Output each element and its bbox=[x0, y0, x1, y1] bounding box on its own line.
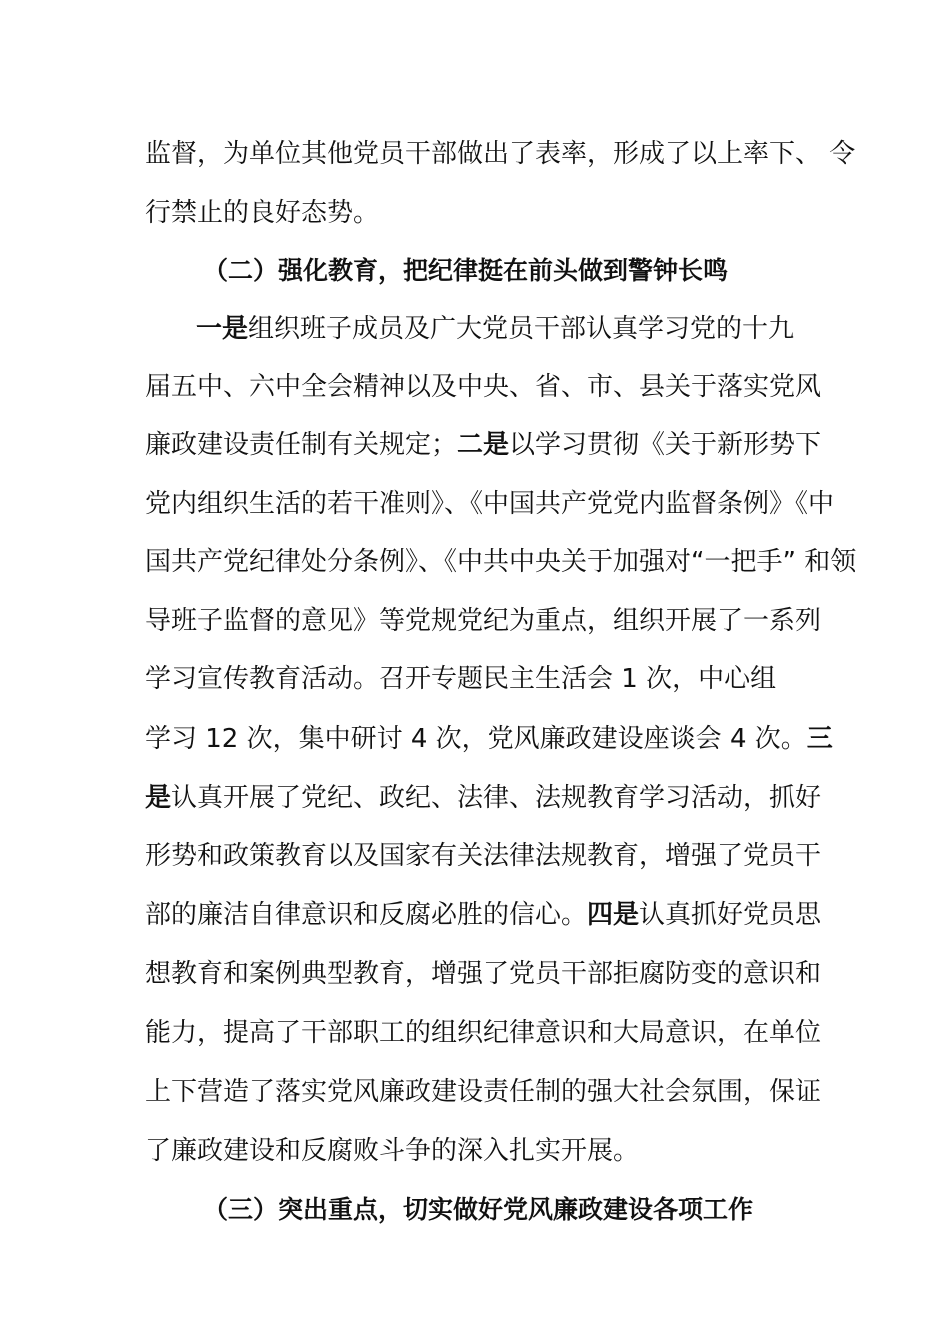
bold-marker: 是 bbox=[145, 783, 172, 813]
text-span: 上下营造了落实党风廉政建设责任制的强大社会氛围，保证 bbox=[145, 1077, 822, 1107]
text-span: 监督，为单位其他党员干部做出了表率，形成了以上率下、 令 bbox=[145, 139, 856, 169]
bold-marker: 四是 bbox=[587, 900, 640, 930]
text-span: 能力，提高了干部职工的组织纪律意识和大局意识，在单位 bbox=[145, 1018, 822, 1048]
paragraph-line bbox=[145, 957, 821, 991]
paragraph-line bbox=[145, 1016, 821, 1050]
text-span: 廉政建设责任制有关规定； bbox=[145, 430, 458, 460]
section-heading-2: （二）强化教育，把纪律挺在前头做到警钟长鸣 bbox=[203, 256, 729, 285]
paragraph-line bbox=[145, 604, 821, 638]
text-span: 学习宣传教育活动。召开专题民主生活会 1 次，中心组 bbox=[145, 664, 777, 694]
text-span: 以学习贯彻《关于新形势下 bbox=[509, 430, 822, 460]
paragraph-line bbox=[145, 428, 821, 462]
paragraph-line bbox=[145, 370, 821, 404]
paragraph-line bbox=[145, 545, 856, 579]
bold-marker: 三 bbox=[806, 724, 833, 754]
paragraph-line bbox=[145, 137, 855, 171]
text-span: 形势和政策教育以及国家有关法律法规教育，增强了党员干 bbox=[145, 841, 822, 871]
paragraph-line bbox=[145, 1134, 639, 1168]
text-span: 届五中、六中全会精神以及中央、省、市、县关于落实党风 bbox=[145, 372, 822, 402]
text-span: 行禁止的良好态势。 bbox=[145, 198, 380, 228]
bold-marker: 二是 bbox=[457, 430, 510, 460]
paragraph-line bbox=[145, 722, 833, 756]
text-span: 党内组织生活的若干准则》、《中国共产党党内监督条例》《中 bbox=[145, 489, 835, 519]
paragraph-line bbox=[145, 662, 776, 696]
text-span: 想教育和案例典型教育，增强了党员干部拒腐防变的意识和 bbox=[145, 959, 822, 989]
paragraph-line bbox=[145, 487, 834, 521]
paragraph-line bbox=[145, 839, 821, 873]
text-span: 部的廉洁自律意识和反腐必胜的信心。 bbox=[145, 900, 588, 930]
bold-marker: 一是 bbox=[196, 314, 249, 344]
text-span: 组织班子成员及广大党员干部认真学习党的十九 bbox=[248, 314, 795, 344]
paragraph-line bbox=[145, 196, 379, 230]
text-span: 导班子监督的意见》等党规党纪为重点，组织开展了一系列 bbox=[145, 606, 822, 636]
text-span: 学习 12 次，集中研讨 4 次，党风廉政建设座谈会 4 次。 bbox=[145, 724, 807, 754]
paragraph-line bbox=[145, 898, 821, 932]
paragraph-line bbox=[196, 312, 794, 346]
section-heading-3: （三）突出重点，切实做好党风廉政建设各项工作 bbox=[203, 1195, 754, 1224]
text-span: 了廉政建设和反腐败斗争的深入扎实开展。 bbox=[145, 1136, 640, 1166]
text-span: 认真抓好党员思 bbox=[639, 900, 822, 930]
text-span: 认真开展了党纪、政纪、法律、法规教育学习活动，抓好 bbox=[171, 783, 822, 813]
text-span: 国共产党纪律处分条例》、《中共中央关于加强对“一把手” 和领 bbox=[145, 547, 857, 577]
paragraph-line bbox=[145, 781, 821, 815]
paragraph-line bbox=[145, 1075, 821, 1109]
